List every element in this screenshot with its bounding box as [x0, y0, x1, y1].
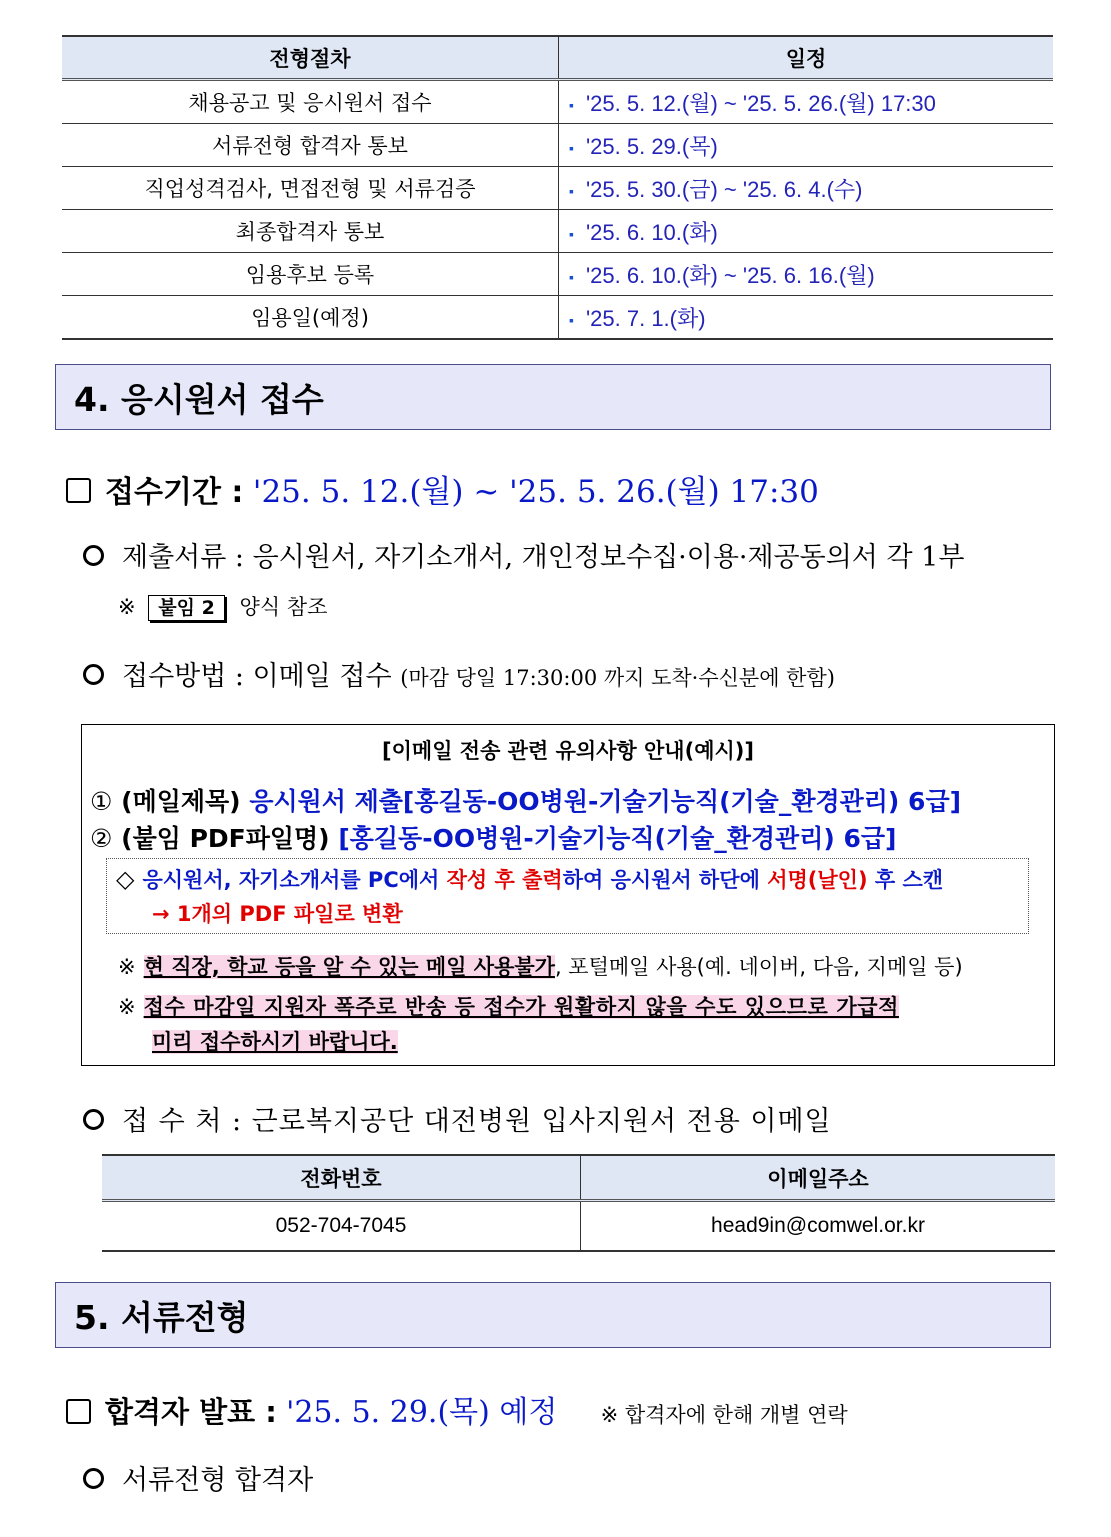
email-cell: head9in@comwel.or.kr [581, 1201, 1056, 1252]
warning-line-1: 접수 마감일 지원자 폭주로 반송 등 접수가 원활하지 않을 수도 있으므로 가급적 [143, 995, 899, 1019]
date-text: '25. 5. 29.(목) [585, 133, 718, 159]
step-cell: 서류전형 합격자 통보 [62, 124, 559, 167]
schedule-header-row [62, 36, 1053, 80]
item-label: (붙임 PDF파일명) [121, 824, 330, 853]
warning-1 [118, 951, 963, 981]
bullet-icon: ▪ [569, 96, 574, 113]
table-row [62, 124, 1053, 167]
warning-line-2: 미리 접수하시기 바랍니다. [152, 1030, 398, 1054]
table-row [62, 80, 1053, 124]
period-value: '25. 5. 12.(월) ~ '25. 5. 26.(월) 17:30 [252, 474, 819, 510]
circle-bullet-icon [83, 1468, 104, 1489]
table-row [102, 1201, 1055, 1252]
circle-bullet-icon [83, 1109, 104, 1130]
date-cell [559, 80, 1054, 124]
step-cell: 직업성격검사, 면접전형 및 서류검증 [62, 167, 559, 210]
documents-line [83, 535, 964, 574]
bullet-icon: ▪ [569, 225, 574, 242]
method-line [83, 654, 835, 693]
recipient-line [83, 1099, 832, 1138]
diamond-icon: ◇ [116, 865, 135, 893]
warning-2-cont [152, 1026, 398, 1056]
announce-value: '25. 5. 29.(목) 예정 [286, 1395, 558, 1430]
circle-bullet-icon [83, 664, 104, 685]
item-number: ① [90, 787, 113, 816]
item-number: ② [90, 824, 113, 853]
item-value: [홍길동-OO병원-기술기능직(기술_환경관리) 6급] [338, 824, 897, 853]
period-label: 접수기간 : [105, 475, 244, 510]
date-text: '25. 6. 10.(화) ~ '25. 6. 16.(월) [585, 262, 875, 288]
announce-label: 합격자 발표 : [105, 1395, 277, 1429]
notice-title: [이메일 전송 관련 유의사항 안내(예시)] [382, 739, 754, 763]
passers-text: 서류전형 합격자 [122, 1465, 314, 1496]
method-note: (마감 당일 17:30:00 까지 도착·수신분에 한함) [400, 666, 835, 690]
attachment-badge: 붙임 2 [148, 595, 225, 621]
contact-table [102, 1154, 1055, 1252]
date-cell [559, 253, 1054, 296]
table-row [62, 296, 1053, 340]
section-4-header: 4. 응시원서 접수 [55, 364, 1051, 430]
announcement-line [66, 1387, 848, 1431]
notice-item-1 [90, 782, 961, 818]
method-text: 접수방법 : 이메일 접수 [122, 661, 392, 692]
step-cell: 임용후보 등록 [62, 253, 559, 296]
date-cell [559, 296, 1054, 340]
column-header-step: 전형절차 [62, 36, 559, 80]
guide-part-c: 하여 응시원서 하단에 [562, 868, 768, 892]
date-cell [559, 124, 1054, 167]
reference-mark: ※ [118, 595, 136, 619]
schedule-table [62, 35, 1053, 340]
reference-text: 양식 참조 [239, 595, 328, 619]
guide-line-2: → 1개의 PDF 파일로 변환 [152, 902, 403, 926]
guide-part-d: 서명(날인) [767, 868, 868, 892]
warning-mark: ※ [118, 955, 136, 979]
table-row [62, 253, 1053, 296]
step-cell: 최종합격자 통보 [62, 210, 559, 253]
circle-bullet-icon [83, 545, 104, 566]
item-value: 응시원서 제출[홍길동-OO병원-기술기능직(기술_환경관리) 6급] [249, 787, 962, 816]
date-cell [559, 210, 1054, 253]
checkbox-icon [66, 478, 91, 503]
warning-rest: , 포털메일 사용(예. 네이버, 다음, 지메일 등) [554, 955, 963, 979]
notice-item-2 [90, 819, 896, 855]
announce-note: ※ 합격자에 한해 개별 연락 [600, 1403, 848, 1427]
date-cell [559, 167, 1054, 210]
date-text: '25. 7. 1.(화) [585, 305, 706, 331]
column-header-email: 이메일주소 [581, 1155, 1056, 1201]
documents-text: 제출서류 : 응시원서, 자기소개서, 개인정보수집·이용·제공동의서 각 1부 [122, 542, 965, 573]
recipient-text: 접 수 처 : 근로복지공단 대전병원 입사지원서 전용 이메일 [122, 1106, 832, 1137]
date-text: '25. 5. 12.(월) ~ '25. 5. 26.(월) 17:30 [585, 90, 936, 116]
column-header-date: 일정 [559, 36, 1054, 80]
date-text: '25. 5. 30.(금) ~ '25. 6. 4.(수) [585, 176, 863, 202]
guide-line-1 [116, 864, 943, 894]
step-cell: 임용일(예정) [62, 296, 559, 340]
table-row [62, 210, 1053, 253]
checkbox-icon [66, 1399, 91, 1424]
column-header-phone: 전화번호 [102, 1155, 581, 1201]
bullet-icon: ▪ [569, 139, 574, 156]
warning-2 [118, 991, 899, 1021]
bullet-icon: ▪ [569, 311, 574, 328]
application-period [66, 466, 819, 511]
item-label: (메일제목) [121, 787, 241, 816]
bullet-icon: ▪ [569, 182, 574, 199]
date-text: '25. 6. 10.(화) [585, 219, 718, 245]
section-5-header: 5. 서류전형 [55, 1282, 1051, 1348]
bullet-icon: ▪ [569, 268, 574, 285]
step-cell: 채용공고 및 응시원서 접수 [62, 80, 559, 124]
table-row [62, 167, 1053, 210]
guide-part-e: 후 스캔 [867, 868, 944, 892]
guide-part-b: 작성 후 출력 [446, 868, 563, 892]
phone-cell: 052-704-7045 [102, 1201, 581, 1252]
guide-part-a: 응시원서, 자기소개서를 PC에서 [142, 868, 447, 892]
form-reference [118, 591, 327, 621]
warning-highlight: 현 직장, 학교 등을 알 수 있는 메일 사용불가 [143, 955, 555, 979]
contact-header-row [102, 1155, 1055, 1201]
warning-mark: ※ [118, 995, 136, 1019]
passers-line [83, 1458, 313, 1497]
